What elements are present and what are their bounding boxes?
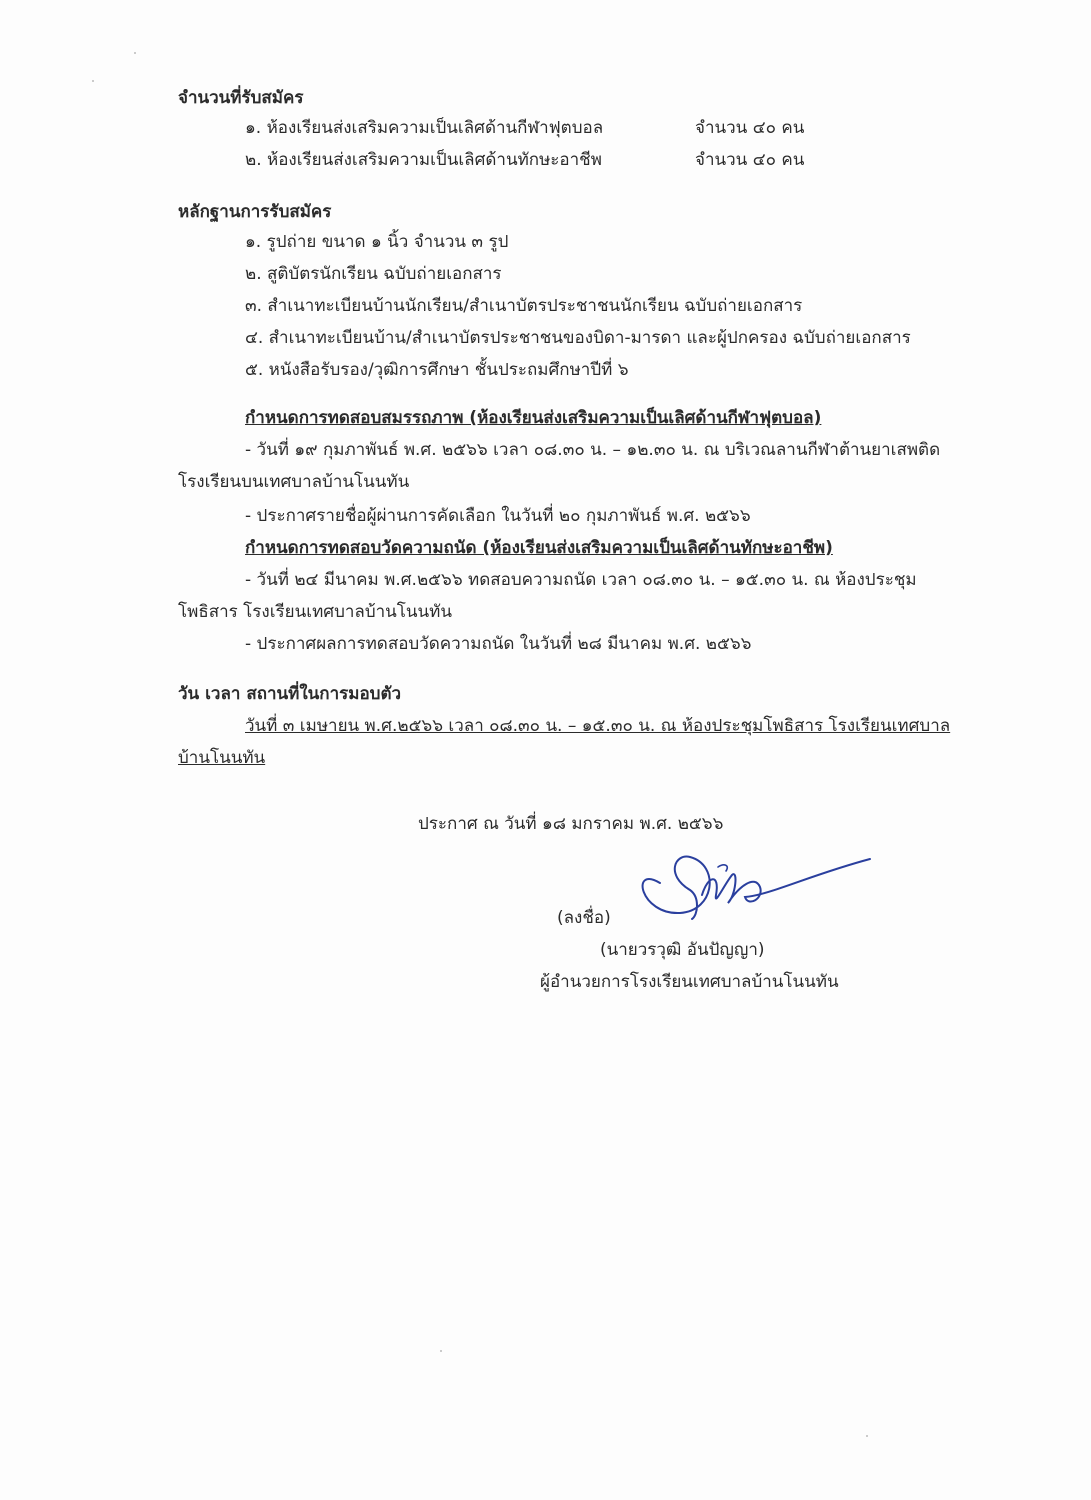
scan-speck — [92, 80, 94, 82]
aptitude-test-venue: โพธิสาร โรงเรียนเทศบาลบ้านโนนทัน — [178, 602, 452, 622]
documents-item-1: ๑. รูปถ่าย ขนาด ๑ นิ้ว จำนวน ๓ รูป — [245, 232, 509, 252]
documents-heading: หลักฐานการรับสมัคร — [178, 202, 332, 222]
aptitude-test-date: - วันที่ ๒๔ มีนาคม พ.ศ.๒๕๖๖ ทดสอบความถนัด เวลา ๐๘.๓๐ น. – ๑๕.๓๐ น. ณ ห้องประชุม — [245, 570, 917, 590]
football-test-date: - วันที่ ๑๙ กุมภาพันธ์ พ.ศ. ๒๕๖๖ เวลา ๐๘.๓๐ น. – ๑๒.๓๐ น. ณ บริเวณลานกีฬาต้านยาเสพติด — [245, 440, 941, 460]
signature-image — [620, 845, 880, 925]
quota-item-football: ๑. ห้องเรียนส่งเสริมความเป็นเลิศด้านกีฬาฟุตบอล — [245, 118, 604, 138]
documents-item-4: ๔. สำเนาทะเบียนบ้าน/สำเนาบัตรประชาชนของบิดา-มารดา และผู้ปกครอง ฉบับถ่ายเอกสาร — [245, 328, 911, 348]
report-heading: วัน เวลา สถานที่ในการมอบตัว — [178, 684, 402, 704]
quota-amount-football: จำนวน ๔๐ คน — [695, 118, 805, 138]
documents-item-3: ๓. สำเนาทะเบียนบ้านนักเรียน/สำเนาบัตรประชาชนนักเรียน ฉบับถ่ายเอกสาร — [245, 296, 803, 316]
quota-heading: จำนวนที่รับสมัคร — [178, 88, 304, 108]
scan-speck — [440, 1350, 442, 1352]
report-date: วันที่ ๓ เมษายน พ.ศ.๒๕๖๖ เวลา ๐๘.๓๐ น. – ๑๕.๓๐ น. ณ ห้องประชุมโพธิสาร โรงเรียนเทศบาล — [245, 716, 951, 736]
scan-speck — [134, 52, 136, 54]
signer-title: ผู้อำนวยการโรงเรียนเทศบาลบ้านโนนทัน — [540, 972, 839, 992]
documents-item-2: ๒. สูติบัตรนักเรียน ฉบับถ่ายเอกสาร — [245, 264, 502, 284]
football-test-venue: โรงเรียนบนเทศบาลบ้านโนนทัน — [178, 472, 410, 492]
documents-item-5: ๕. หนังสือรับรอง/วุฒิการศึกษา ชั้นประถมศึกษาปีที่ ๖ — [245, 360, 629, 380]
football-test-heading: กำหนดการทดสอบสมรรถภาพ (ห้องเรียนส่งเสริมความเป็นเลิศด้านกีฬาฟุตบอล) — [245, 408, 822, 428]
aptitude-result-announcement: - ประกาศผลการทดสอบวัดความถนัด ในวันที่ ๒๘ มีนาคม พ.ศ. ๒๕๖๖ — [245, 634, 752, 654]
signed-label: (ลงชื่อ) — [557, 908, 611, 928]
report-venue: บ้านโนนทัน — [178, 748, 266, 768]
football-result-announcement: - ประกาศรายชื่อผู้ผ่านการคัดเลือก ในวันที่ ๒๐ กุมภาพันธ์ พ.ศ. ๒๕๖๖ — [245, 506, 751, 526]
quota-item-vocational: ๒. ห้องเรียนส่งเสริมความเป็นเลิศด้านทักษะอาชีพ — [245, 150, 602, 170]
aptitude-test-heading: กำหนดการทดสอบวัดความถนัด (ห้องเรียนส่งเสริมความเป็นเลิศด้านทักษะอาชีพ) — [245, 538, 833, 558]
scan-speck — [866, 1435, 868, 1437]
signer-name: (นายวรวุฒิ อันปัญญา) — [600, 940, 765, 960]
quota-amount-vocational: จำนวน ๔๐ คน — [695, 150, 805, 170]
announcement-date: ประกาศ ณ วันที่ ๑๘ มกราคม พ.ศ. ๒๕๖๖ — [418, 814, 724, 834]
